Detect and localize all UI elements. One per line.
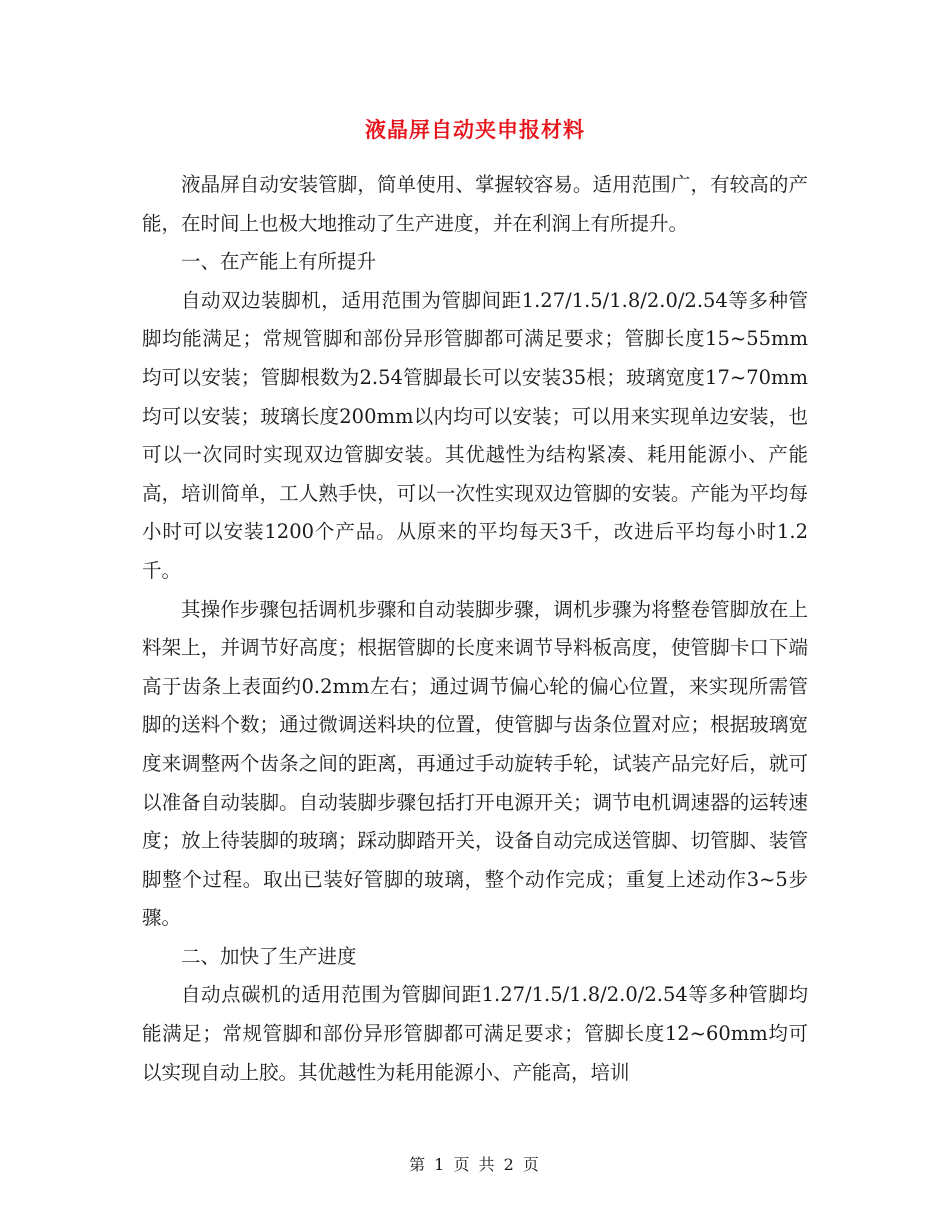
paragraph-section-2: 自动点碳机的适用范围为管脚间距1.27/1.5/1.8/2.0/2.54等多种管脚均能满足；常规管脚和部份异形管脚都可满足要求；管脚长度12~60mm均可以实现自动上胶。其优越性为耗用能源小、产能高，培训 bbox=[142, 983, 808, 1084]
paragraph-operation-steps: 其操作步骤包括调机步骤和自动装脚步骤，调机步骤为将整卷管脚放在上料架上，并调节好高度；根据管脚的长度来调节导料板高度，使管脚卡口下端高于齿条上表面约0.2mm左右；通过调节偏心轮的偏心位置，来实现所需管脚的送料个数；通过微调送料块的位置，使管脚与齿条位置对应；根据玻璃宽度来调整两个齿条之间的距离，再通过手动旋转手轮，试装产品完好后，就可以准备自动装脚。自动装脚步骤包括打开电源开关；调节电机调速器的运转速度；放上待装脚的玻璃；踩动脚踏开关，设备自动完成送管脚、切管脚、装管脚整个过程。取出已装好管脚的玻璃，整个动作完成；重复上述动作3~5步骤。 bbox=[142, 597, 808, 930]
page-footer: 第 1 页 共 2 页 bbox=[409, 1155, 541, 1174]
paragraph-section-1: 自动双边装脚机，适用范围为管脚间距1.27/1.5/1.8/2.0/2.54等多种管脚均能满足；常规管脚和部份异形管脚都可满足要求；管脚长度15~55mm均可以安装；管脚根数为2.54管脚最长可以安装35根；玻璃宽度17~70mm均可以安装；玻璃长度200mm以内均可以安装；可以用来实现单边安装，也可以一次同时实现双边管脚安装。其优越性为结构紧凑、耗用能源小、产能高，培训简单，工人熟手快，可以一次性实现双边管脚的安装。产能为平均每小时可以安装1200个产品。从原来的平均每天3千，改进后平均每小时1.2千。 bbox=[142, 288, 808, 582]
section-heading-1: 一、在产能上有所提升 bbox=[181, 250, 377, 274]
document-title: 液晶屏自动夹申报材料 bbox=[365, 118, 585, 142]
paragraph-intro: 液晶屏自动安装管脚，简单使用、掌握较容易。适用范围广，有较高的产能，在时间上也极大地推动了生产进度，并在利润上有所提升。 bbox=[142, 173, 808, 235]
document-body bbox=[142, 166, 808, 1092]
section-heading-2: 二、加快了生产进度 bbox=[181, 944, 357, 968]
